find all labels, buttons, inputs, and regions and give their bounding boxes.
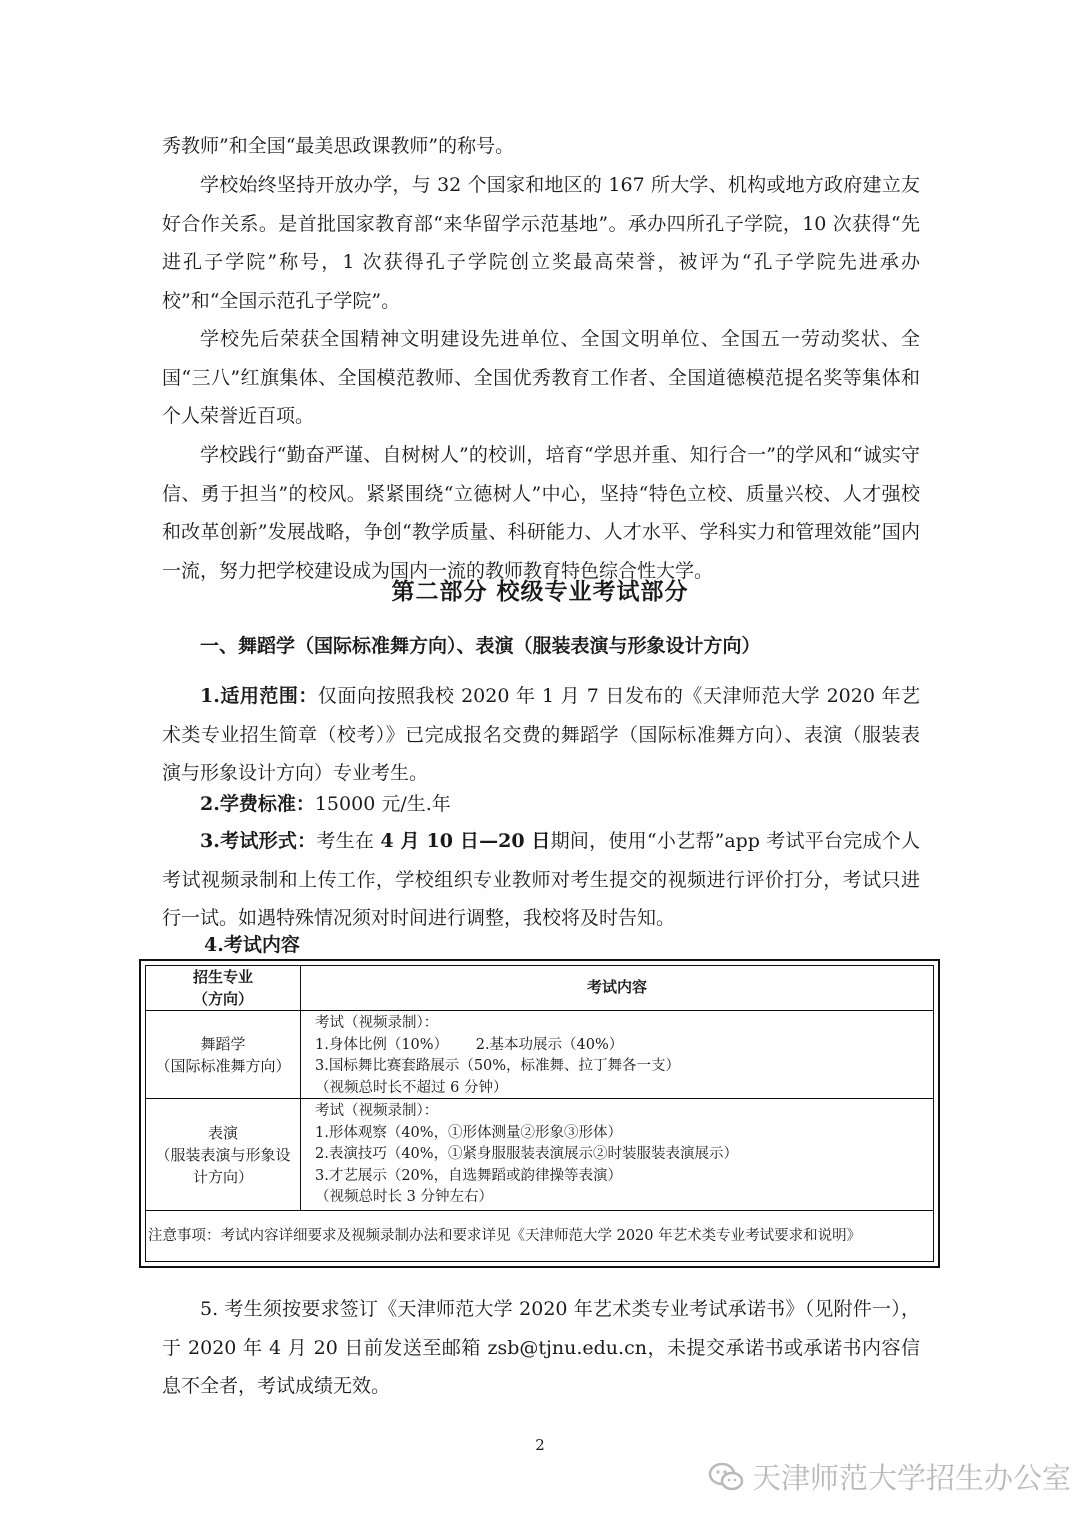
content-line: 2.表演技巧（40%，①紧身服服装表演展示②时装服装表演展示） [315, 1146, 739, 1162]
item-scope-label: 1.适用范围： [200, 685, 318, 707]
section-title: 第二部分 校级专业考试部分 [391, 579, 689, 605]
item-commitment: 5. 考生须按要求签订《天津师范大学 2020 年艺术类专业考试承诺书》（见附件一），于 2020 年 4 月 20 日前发送至邮箱 zsb@tjnu.edu.cn，未提交承诺书或承诺书内容信息不全者，考试成绩无效。 [162, 1298, 920, 1397]
row-major-performance-direction: （服装表演与形象设 [155, 1145, 291, 1164]
table-row [146, 1099, 933, 1211]
row-major-performance-direction-cont: 计方向） [192, 1167, 253, 1186]
item-exam-format [162, 822, 920, 938]
item-scope [162, 677, 920, 793]
watermark [708, 1456, 1071, 1497]
section-subtitle: 一、舞蹈学（国际标准舞方向）、表演（服装表演与形象设计方向） [200, 635, 761, 657]
item-tuition-text: 15000 元/生.年 [314, 793, 451, 815]
row-content-dance [301, 1011, 933, 1098]
header-content-cell [301, 966, 933, 1010]
intro-paragraph-2: 学校先后荣获全国精神文明建设先进单位、全国文明单位、全国五一劳动奖状、全国“三八”红旗集体、全国模范教师、全国优秀教育工作者、全国道德模范提名奖等集体和个人荣誉近百项。 [162, 328, 920, 427]
table-caption: 4.考试内容 [204, 934, 300, 956]
page-number: 2 [535, 1436, 545, 1454]
intro-paragraph-3: 学校践行“勤奋严谨、自树树人”的校训，培育“学思并重、知行合一”的学风和“诚实守信、勇于担当”的校风。紧紧围绕“立德树人”中心，坚持“特色立校、质量兴校、人才强校和改革创新”发展战略，争创“教学质量、科研能力、人才水平、学科实力和管理效能”国内一流，努力把学校建设成为国内一流的教师教育特色综合性大学。 [162, 444, 920, 582]
item-scope-text: 仅面向按照我校 2020 年 1 月 7 日发布的《天津师范大学 2020 年艺术类专业招生简章（校考）》已完成报名交费的舞蹈学（国际标准舞方向）、表演（服装表演与形象设计方向）专业考生。 [162, 685, 920, 784]
table-header-row [146, 966, 933, 1011]
row-major-dance-direction: （国际标准舞方向） [155, 1056, 291, 1075]
header-major-label: 招生专业 [192, 968, 253, 986]
row-major-dance-name: 舞蹈学 [200, 1034, 246, 1053]
content-line: （视频总时长 3 分钟左右） [315, 1189, 493, 1205]
item-tuition [162, 785, 920, 824]
header-direction-label: （方向） [192, 990, 253, 1008]
item-exam-format-label: 3.考试形式： [200, 830, 317, 852]
content-line: （视频总时长不超过 6 分钟） [315, 1079, 508, 1096]
item-exam-format-text-b: 期间，使用“小艺帮”app 考试平台完成个人考试视频录制和上传工作，学校组织专业教师对考生提交的视频进行评价打分，考试只进行一试。如遇特殊情况须对时间进行调整，我校将及时告知。 [162, 830, 920, 929]
content-line: 考试（视频录制）： [315, 1103, 439, 1119]
row-content-performance [301, 1099, 933, 1210]
table-row [146, 1011, 933, 1099]
intro-paragraph-1: 学校始终坚持开放办学，与 32 个国家和地区的 167 所大学、机构或地方政府建立友好合作关系。是首批国家教育部“来华留学示范基地”。承办四所孔子学院，10 次获得“先进孔子学院”称号，1 次获得孔子学院创立奖最高荣誉，被评为“孔子学院先进承办校”和“全国示范孔子学院”。 [162, 174, 920, 312]
watermark-text: 天津师范大学招生办公室 [752, 1461, 1072, 1495]
content-line: 3.才艺展示（20%，自选舞蹈或韵律操等表演） [315, 1167, 623, 1184]
content-line: 1.形体观察（40%，①形体测量②形象③形体） [315, 1124, 623, 1141]
content-line: 考试（视频录制）： [315, 1015, 439, 1031]
header-content-label: 考试内容 [586, 978, 647, 997]
row-major-performance [146, 1099, 301, 1210]
item-exam-format-dates: 4 月 10 日—20 日 [380, 830, 551, 852]
content-line: 1.身体比例（10%） 2.基本功展示（40%） [315, 1036, 624, 1053]
table-note: 注意事项：考试内容详细要求及视频录制办法和要求详见《天津师范大学 2020 年艺术类专业考试要求和说明》 [148, 1228, 862, 1244]
intro-paragraph-0: 秀教师”和全国“最美思政课教师”的称号。 [162, 135, 515, 157]
header-major-cell [146, 966, 301, 1010]
row-major-performance-name: 表演 [207, 1123, 238, 1142]
exam-content-table [139, 959, 940, 1268]
row-major-dance [146, 1011, 301, 1098]
item-exam-format-text-a: 考生在 [316, 830, 381, 852]
item-tuition-label: 2.学费标准： [200, 793, 315, 815]
content-line: 3.国标舞比赛套路展示（50%，标准舞、拉丁舞各一支） [315, 1058, 681, 1074]
wechat-icon [708, 1462, 744, 1492]
